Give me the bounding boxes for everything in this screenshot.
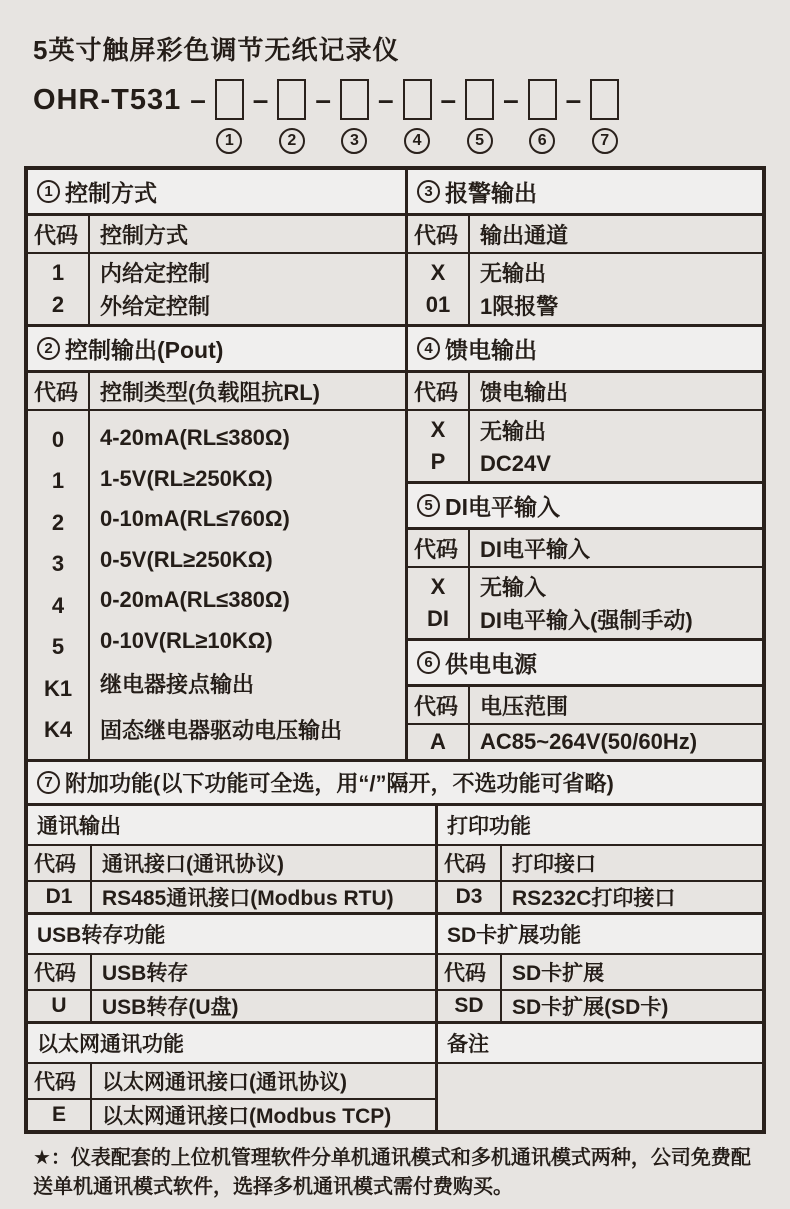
section-4-header [408, 373, 762, 411]
model-prefix: OHR-T531 [33, 84, 182, 116]
section-5-title [408, 484, 762, 530]
code-cell: 0 [51, 426, 65, 452]
remark-subsection [438, 1024, 762, 1130]
code-cell: 3 [51, 551, 65, 577]
position-badge: 7 [592, 128, 618, 154]
model-slot-box [340, 79, 369, 120]
sd-table [438, 991, 762, 1021]
column-header-desc: 以太网通讯接口(通讯协议) [102, 1071, 347, 1094]
model-separator: – [565, 84, 582, 115]
sd-title: SD卡扩展功能 [438, 915, 762, 955]
page-title: 5英寸触屏彩色调节无纸记录仪 [33, 35, 400, 65]
model-separator: – [252, 84, 269, 115]
column-header-code: 代码 [28, 846, 92, 880]
column-header-desc: 电压范围 [480, 693, 569, 719]
desc-cell: 1限报警 [480, 294, 559, 320]
section-6-table [408, 725, 762, 759]
desc-cell: 内给定控制 [100, 260, 211, 286]
column-header-code: 代码 [408, 687, 470, 723]
column-header-desc: 馈电输出 [480, 379, 569, 405]
desc-cell: 无输出 [480, 260, 547, 286]
column-header-desc: USB转存 [102, 962, 189, 985]
model-slot-2 [277, 79, 306, 154]
section-6-badge: 6 [417, 651, 440, 674]
code-cell: 4 [51, 592, 65, 618]
position-badge: 6 [529, 128, 555, 154]
section-4-badge: 4 [417, 337, 440, 360]
section-7-badge: 7 [37, 771, 60, 794]
section-2-title [28, 327, 405, 373]
column-header-code: 代码 [438, 955, 502, 989]
print-header [438, 846, 762, 882]
right-column [408, 170, 762, 759]
ethernet-subsection [28, 1024, 438, 1130]
column-header-desc: 控制方式 [100, 222, 189, 248]
column-header-desc: 打印接口 [512, 853, 596, 876]
section-2-table [28, 411, 405, 759]
section-2-title-text: 控制输出(Pout) [65, 337, 224, 363]
model-slot-5 [465, 79, 494, 154]
code-cell: P [430, 449, 446, 474]
section-6-header [408, 687, 762, 725]
code-cell: 1 [51, 260, 65, 285]
model-slot-4 [403, 79, 432, 154]
column-header-desc: DI电平输入 [480, 536, 591, 562]
section-3-badge: 3 [417, 180, 440, 203]
comm-table [28, 882, 435, 912]
column-header-code: 代码 [408, 530, 470, 566]
column-header-desc: SD卡扩展 [512, 962, 605, 985]
code-cell: SD [454, 994, 484, 1017]
desc-cell: DC24V [480, 450, 551, 476]
model-slot-6 [528, 79, 557, 154]
ethernet-table [28, 1100, 435, 1130]
model-slot-box [403, 79, 432, 120]
code-cell: A [430, 729, 446, 754]
section-5-title-text: DI电平输入 [445, 494, 560, 520]
left-column [28, 170, 408, 759]
desc-cell: SD卡扩展(SD卡) [512, 996, 669, 1019]
desc-cell: 外给定控制 [100, 294, 211, 320]
section-5-badge: 5 [417, 494, 440, 517]
section-6-title-text: 供电电源 [445, 651, 537, 677]
model-separator: – [503, 84, 519, 115]
code-cell: 5 [51, 634, 65, 660]
code-cell: X [430, 417, 446, 442]
desc-cell: RS232C打印接口 [512, 887, 676, 910]
position-badge: 4 [404, 128, 430, 154]
ethernet-title: 以太网通讯功能 [28, 1024, 435, 1064]
code-cell: E [51, 1103, 66, 1126]
desc-cell: 无输出 [480, 419, 547, 445]
column-header-code: 代码 [438, 846, 502, 880]
section-4-title [408, 327, 762, 373]
section-5-header [408, 530, 762, 568]
comm-title: 通讯输出 [28, 806, 435, 846]
ordering-table-upper [28, 170, 762, 762]
usb-table [28, 991, 435, 1021]
column-header-code: 代码 [28, 955, 92, 989]
section-2-badge: 2 [37, 337, 60, 360]
desc-cell: DI电平输入(强制手动) [480, 608, 693, 634]
model-slot-box [277, 79, 306, 120]
column-header-code: 代码 [408, 216, 470, 252]
position-badge: 5 [467, 128, 493, 154]
model-separator: – [377, 84, 394, 115]
model-separator: – [440, 84, 457, 115]
sd-header [438, 955, 762, 991]
column-header-code: 代码 [408, 373, 470, 409]
position-badge: 3 [341, 128, 367, 154]
print-title: 打印功能 [438, 806, 762, 846]
model-slot-1 [215, 79, 244, 154]
section-4-table [408, 411, 762, 484]
comm-subsection [28, 806, 438, 912]
code-cell: X [430, 260, 446, 285]
model-slot-7 [590, 79, 619, 154]
column-header-desc: 通讯接口(通讯协议) [102, 853, 284, 876]
position-badge: 1 [216, 128, 242, 154]
section-7-title-text: 附加功能(以下功能可全选，用“/”隔开，不选功能可省略) [65, 771, 614, 796]
desc-cell: USB转存(U盘) [102, 996, 239, 1019]
desc-cell: 以太网通讯接口(Modbus TCP) [102, 1105, 392, 1128]
code-cell: D1 [45, 885, 73, 908]
addons-band-usb-sd [28, 915, 762, 1024]
section-7-title [28, 762, 762, 806]
code-cell: X [430, 574, 446, 599]
model-slot-box [528, 79, 557, 120]
section-3-title-text: 报警输出 [445, 180, 537, 206]
model-separator: – [315, 84, 331, 115]
footnote: ★：仪表配套的上位机管理软件分单机通讯模式和多机通讯模式两种，公司免费配送单机通讯模式软件，选择多机通讯模式需付费购买。 [33, 1147, 751, 1198]
column-header-desc: 控制类型(负载阻抗RL) [100, 379, 320, 405]
section-3-table [408, 254, 762, 327]
desc-cell: 0-20mA(RL≤380Ω) [100, 587, 290, 613]
section-1-title [28, 170, 405, 216]
code-cell: 2 [51, 509, 65, 535]
column-header-code: 代码 [28, 216, 90, 252]
desc-cell: 无输入 [480, 574, 547, 600]
section-1-badge: 1 [37, 180, 60, 203]
ordering-table [24, 166, 766, 1134]
section-4-title-text: 馈电输出 [445, 337, 537, 363]
section-1-header [28, 216, 405, 254]
model-separator: – [190, 84, 206, 115]
model-code-line [33, 79, 766, 154]
section-1-table [28, 254, 405, 327]
desc-cell: 1-5V(RL≥250KΩ) [100, 465, 273, 491]
section-6-title [408, 641, 762, 687]
section-1-title-text: 控制方式 [65, 180, 157, 206]
desc-cell: 0-10V(RL≥10KΩ) [100, 627, 273, 653]
desc-cell: 0-10mA(RL≤760Ω) [100, 506, 290, 532]
section-3-header [408, 216, 762, 254]
addons-band-comm-print [28, 806, 762, 915]
remark-title: 备注 [438, 1024, 762, 1064]
usb-header [28, 955, 435, 991]
addons-band-eth-remark [28, 1024, 762, 1130]
comm-header [28, 846, 435, 882]
column-header-desc: 输出通道 [480, 222, 569, 248]
code-cell: K4 [43, 717, 73, 743]
code-cell: DI [427, 606, 449, 631]
model-slot-box [465, 79, 494, 120]
desc-cell: 0-5V(RL≥250KΩ) [100, 546, 273, 572]
section-3-title [408, 170, 762, 216]
model-slot-box [590, 79, 619, 120]
model-slot-box [215, 79, 244, 120]
code-cell: 01 [425, 292, 451, 317]
desc-cell: 4-20mA(RL≤380Ω) [100, 425, 290, 451]
column-header-code: 代码 [28, 1064, 92, 1098]
section-2-header [28, 373, 405, 411]
code-cell: 1 [51, 468, 65, 494]
desc-cell: RS485通讯接口(Modbus RTU) [102, 887, 394, 910]
model-slot-3 [340, 79, 369, 154]
column-header-code: 代码 [28, 373, 90, 409]
remark-empty-cell [438, 1064, 762, 1130]
section-5-table [408, 568, 762, 641]
usb-title: USB转存功能 [28, 915, 435, 955]
position-badge: 2 [279, 128, 305, 154]
code-cell: K1 [43, 675, 73, 701]
sd-subsection [438, 915, 762, 1021]
code-cell: 2 [51, 292, 65, 317]
print-subsection [438, 806, 762, 912]
print-table [438, 882, 762, 912]
code-cell: U [51, 994, 67, 1017]
desc-cell: 固态继电器驱动电压输出 [100, 717, 343, 743]
ethernet-header [28, 1064, 435, 1100]
desc-cell: 继电器接点输出 [100, 672, 255, 698]
desc-cell: AC85~264V(50/60Hz) [480, 729, 698, 754]
code-cell: D3 [455, 885, 483, 908]
usb-subsection [28, 915, 438, 1021]
